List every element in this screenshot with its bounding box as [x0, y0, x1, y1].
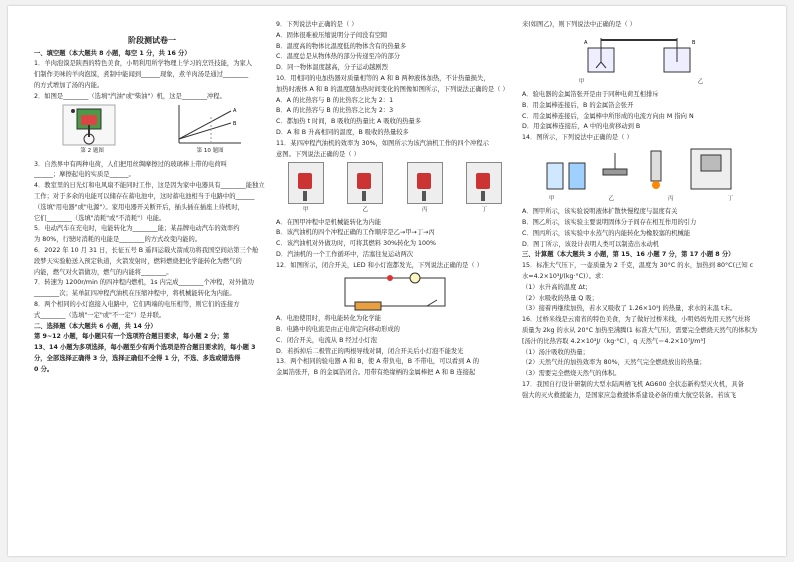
column-left: [34, 20, 270, 376]
q14-option-b: B．图乙所示，该实验主要说明固体分子间存在相互作用的引力: [522, 218, 697, 226]
caption-q10: 第 10 题图: [196, 148, 224, 155]
figure-row-q2-q10: [34, 103, 270, 147]
svg-text:B: B: [692, 39, 696, 46]
q7-line-1: 7．转速为 1200r/min 的四冲程内燃机，1s 内完成________个冲程，对外做功: [34, 279, 254, 287]
q13-stem-1: 13．两个相同的验电器 A 和 B，使 A 带负电，B 不带电，可以看到 A 的: [276, 358, 480, 366]
electroscope-label-yi: 乙: [697, 78, 704, 85]
svg-text:A: A: [233, 108, 237, 115]
temperature-time-graph-figure: [171, 103, 243, 147]
q9-option-d: D．同一物体温度越高，分子运动越剧烈: [276, 64, 388, 72]
q13-stem-3: 来(如图乙)，则下列说法中正确的是（ ）: [522, 21, 636, 28]
q12-stem: 12．如图所示，闭合开关，LED 和小灯泡都发光，下列说法正确的是（ ）: [276, 261, 483, 269]
q12-option-d: D．若拆掉后二极管正的两根导线对调，闭合开关后小灯泡不能发光: [276, 347, 464, 355]
q16-stem-1: 16．过桥米线是云南省的特色美食，为了做好过桥米线，小明妈妈先用天然气灶将: [522, 316, 751, 324]
electroscope-label-jia: 甲: [578, 78, 585, 85]
q15-stem-2: 水=4.2×10³J/(kg·°C)）。求：: [522, 272, 608, 280]
engine-diagram-figure: [61, 103, 117, 147]
q15-part-2: （2）水吸收的热量 Q 吸；: [522, 294, 598, 302]
q16-part-1: （1）汤汁吸收的热量；: [522, 348, 589, 356]
q7-line-2: ________次；某单缸四冲程汽油机在压缩冲程中，将机械能转化为内能。: [34, 290, 236, 298]
experiment-label-bing: 丙: [667, 195, 674, 202]
q16-stem-2: 质量为 2kg 的水从 20°C 加热至沸腾(1 标准大气压)，需要完全燃烧天然气的体积为: [522, 326, 758, 334]
q5-line-2: 为 80%，行驶时消耗的电能是________的方式改变内能的。: [34, 236, 202, 244]
q4-line-1: 4．教室里的日光灯和电风扇不能同时工作，这是因为家中电器具有________能独立: [34, 182, 265, 190]
q13-option-d: D．用金属棒连接后，A 中的电荷移动到 B: [522, 123, 641, 131]
q6-line-2: 段梦天实验舱送入预定轨道，火箭发射时，燃料燃烧把化学能转化为燃气的: [34, 257, 242, 265]
q11-option-a: A．在图甲冲程中是机械能转化为内能: [276, 218, 382, 226]
q9-option-b: B．温度高的物体比温度低的物体含有的热量多: [276, 42, 407, 50]
experiment-label-yi: 乙: [608, 195, 614, 202]
q1-line-3: 的方式增加了汤的内能。: [34, 81, 104, 89]
q13-option-a: A．验电器的金属箔张开是由于同种电荷互相排斥: [522, 91, 659, 98]
engine-strokes-figure: [276, 162, 514, 204]
engine-stroke-jia: [288, 162, 324, 204]
q11-stem-2: 意图。下列说法正确的是（ ）: [276, 150, 360, 158]
q6-line-3: 内能，燃气对火箭做功，燃气的内能将________。: [34, 268, 173, 276]
q12-option-a: A．电池使用时，将电能转化为化学能: [276, 315, 382, 323]
q10-option-c: C．都加热 t 时间，B 吸收的热量比 A 吸收的热量多: [276, 118, 422, 126]
column-middle: [276, 20, 514, 379]
q15-part-3: （3）接着再继续加热，若水又吸收了 1.26×10⁵J 的热量，求水的末温 t末。: [522, 305, 737, 313]
q16-stem-3: [汤汁的比热容取 4.2×10³J/（kg·°C），q 天然气＝4.2×10⁷J/m³]: [522, 337, 706, 345]
page-title: 阶段测试卷一: [128, 36, 176, 45]
svg-text:B: B: [233, 121, 237, 128]
choice-instructions-2: 13、14 小题为多项选择，每小题至少有两个选项是符合题目要求的，每小题 3: [34, 344, 256, 352]
q2-line-1: 2．如图是________（选填"汽油"或"柴油"）机，这是________冲程。: [34, 92, 226, 100]
q15-stem-1: 15．标准大气压下，一壶质量为 2 千克，温度为 30°C 的水，加热到 80°C(已知 c: [522, 262, 754, 270]
q8-line-1: 8．两个相同的小灯泡接入电路中，它们两端的电压相等，则它们的连接方: [34, 301, 240, 309]
q11-option-d: D．汽油机的一个工作循环中，活塞往复运动两次: [276, 250, 414, 258]
q15-part-1: （1）水升高的温度 Δt；: [522, 283, 592, 291]
section-fill-in: 一、填空题（本大题共 8 小题，每空 1 分，共 16 分）: [34, 49, 191, 57]
q13-stem-2: 金属箔张开，B 的金属箔闭合。用带有绝缘柄的金属棒把 A 和 B 连接起: [276, 369, 476, 377]
q3-line-2: ______；摩擦起电的实质是______。: [34, 171, 135, 179]
choice-instructions-4: 0 分。: [34, 365, 54, 373]
q4-line-3: （选填"用电器"或"电源"）。家用电器开关断开后，插头插在插座上待机时，: [34, 203, 244, 211]
caption-q2: 第 2 题图: [80, 148, 104, 155]
exam-sheet: [8, 6, 786, 556]
svg-text:A: A: [584, 39, 588, 46]
experiments-figure: [541, 145, 741, 193]
q9-option-a: A．固体很难被压缩说明分子间没有空隙: [276, 31, 388, 39]
q14-option-c: C．图丙所示，该实验中水蒸气的内能转化为橡胶塞的机械能: [522, 229, 691, 237]
choice-instructions-1: 第 9~12 小题，每小题只有一个选项符合题目要求，每小题 2 分；第: [34, 333, 230, 341]
q10-stem-1: 10．用相同的电加热器对质量相等的 A 和 B 两种液体加热，不计热量损失，: [276, 74, 490, 82]
engine-stroke-ding: [466, 162, 502, 204]
q16-part-2: （2）天然气灶的加热效率为 80%，天然气完全燃烧放出的热量；: [522, 359, 706, 367]
q13-option-c: C．用金属棒连接后，金属棒中所形成的电流方向由 M 指向 N: [522, 112, 694, 120]
q1-line-2: 们制作美味的羊肉泡馍，煮制中能闻到______现象，煮羊肉汤是通过________: [34, 71, 249, 79]
q14-option-a: A．图甲所示，该实验说明液体扩散快慢程度与温度有关: [522, 208, 678, 216]
q10-option-b: B．A 的比热容与 B 的比热容之比为 2：3: [276, 107, 394, 115]
q10-option-a: A．A 的比热容与 B 的比热容之比为 2：1: [276, 96, 394, 104]
q8-line-2: 式________（选填"一定"或"不一定"）是并联。: [34, 311, 166, 319]
figure-captions: [34, 147, 270, 157]
q9-option-c: C．温度总是从物体热的部分传递至冷的部分: [276, 53, 401, 61]
engine-label-bing: 丙: [421, 207, 428, 214]
q17-stem-2: 强大的灭火救援能力，是国家应急救援体系建设必备的重大航空装备。若该飞: [522, 391, 737, 399]
engine-label-ding: 丁: [481, 207, 487, 214]
circuit-led-bulb-figure: [335, 272, 455, 312]
choice-instructions-3: 分，全部选择正确得 3 分，选择正确但不全得 1 分，不选、多选或错选得: [34, 355, 241, 363]
q16-part-3: （3）需要完全燃烧天然气的体积。: [522, 370, 621, 378]
q4-line-2: 工作；对于多余的电能可以储存在蓄电池中，这时蓄电池相当于电路中的______: [34, 193, 255, 201]
electroscope-labels: [522, 78, 760, 88]
q17-stem-1: 17．我国自行设计研制的大型水陆两栖飞机 AG600 全状态新构型灭火机，具备: [522, 380, 745, 388]
experiment-label-ding: 丁: [727, 195, 733, 202]
section-calculation: 三、计算题（本大题共 3 小题，第 15、16 小题 7 分，第 17 小题 8 分）: [522, 251, 735, 259]
q5-line-1: 5．电动汽车在充电时，电能转化为________能；某品牌电动汽车的效率约: [34, 225, 240, 233]
q12-option-c: C．闭合开关，电流从 B 经过小灯泡: [276, 336, 377, 344]
q13-option-b: B．用金属棒连接后，B 的金属箔会张开: [522, 101, 634, 109]
q14-option-d: D．图丁所示，该设计表明人类可以制造出永动机: [522, 240, 660, 248]
q6-line-1: 6．2022 年 10 月 31 日，长征五号 B 遥四运载火箭成功将我国空间站第三个舱: [34, 247, 259, 255]
electroscope-figure: [576, 32, 706, 76]
engine-stroke-yi: [347, 162, 383, 204]
q9-stem: 9．下列说法中正确的是（ ）: [276, 21, 358, 28]
q4-line-4: 它们________（选填"消耗"或"不消耗"）电能。: [34, 214, 166, 222]
experiments-labels: [522, 195, 760, 205]
engine-label-yi: 乙: [362, 207, 368, 214]
section-choice: 二、选择题（本大题共 6 小题，共 14 分）: [34, 322, 157, 330]
q11-stem-1: 11．某四冲程汽油机的效率为 30%，如图所示为该汽油机工作的四个冲程示: [276, 139, 489, 147]
q1-line-1: 1．羊肉泡馍是陕西的特色美食，小明利用所学物理上学习的烹饪技能，为家人: [34, 60, 253, 68]
column-right: [522, 20, 760, 402]
q10-option-d: D．A 和 B 升高相同的温度，B 吸收的热量较多: [276, 128, 409, 136]
engine-label-jia: 甲: [302, 207, 309, 214]
experiment-label-jia: 甲: [548, 195, 555, 202]
q3-line-1: 3．自然界中有两种电荷，人们把用丝绸摩擦过的玻璃棒上带的电荷叫: [34, 160, 227, 168]
q12-option-b: B．电路中的电流是由正电荷定向移动形成的: [276, 326, 400, 334]
engine-stroke-labels: [276, 206, 514, 216]
engine-stroke-bing: [407, 162, 443, 204]
q11-option-b: B．该汽油机的四个冲程正确的工作顺序是乙→甲→丁→丙: [276, 229, 435, 237]
q14-stem: 14．图所示，下列说法中正确的是（ ）: [522, 134, 633, 142]
q10-stem-2: 加热时液体 A 和 B 的温度随加热时间变化的图像如图所示，下列说法正确的是（ ）: [276, 85, 509, 93]
q11-option-c: C．该汽油机对外做功时，可将其燃料 30%转化为 100%: [276, 240, 437, 248]
